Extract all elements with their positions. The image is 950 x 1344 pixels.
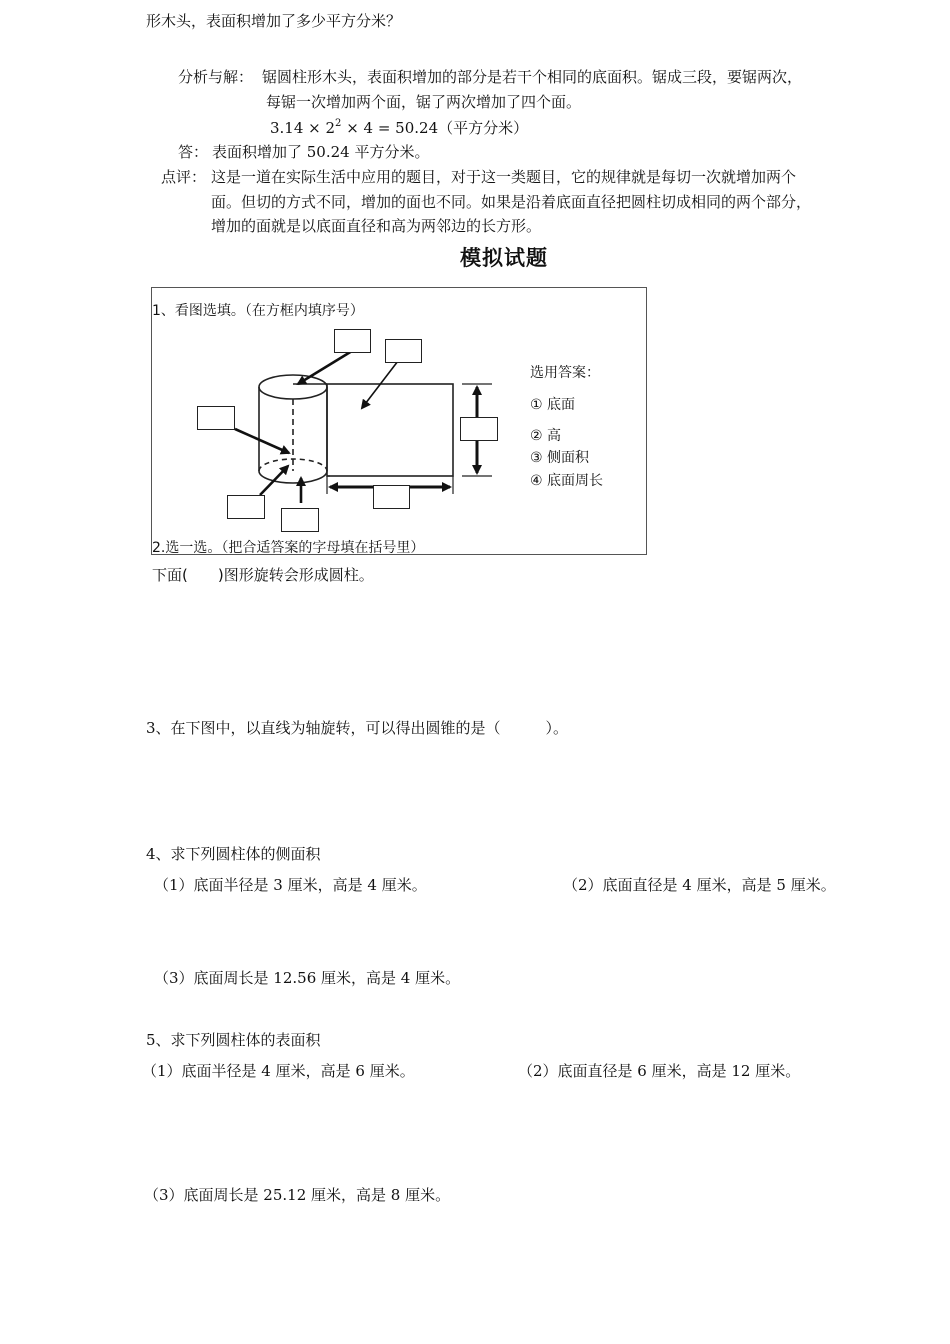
- lateral-rectangle: [327, 384, 453, 476]
- option-4: ④ 底面周长: [530, 473, 604, 489]
- option-2: ② 高: [530, 428, 562, 444]
- q4-title: 4、求下列圆柱体的侧面积: [146, 845, 321, 863]
- answer-box-lateral-area[interactable]: [385, 339, 422, 363]
- analysis-line-1: 锯圆柱形木头，表面积增加的部分是若干个相同的底面积。锯成三段，要锯两次，: [262, 68, 803, 86]
- q4-item-1: （1）底面半径是 3 厘米，高是 4 厘米。: [154, 876, 427, 894]
- q1-prompt: 1、看图选填。（在方框内填序号）: [152, 303, 364, 319]
- answer-box-rect-height[interactable]: [460, 417, 498, 441]
- analysis-label: 分析与解：: [178, 68, 254, 86]
- q2-prompt: 2.选一选。（把合适答案的字母填在括号里）: [152, 540, 425, 556]
- cylinder-shape: [259, 375, 327, 483]
- q3-text: 3、在下图中，以直线为轴旋转，可以得出圆锥的是（ ）。: [146, 719, 569, 737]
- comment-line-1: 这是一道在实际生活中应用的题目，对于这一类题目，它的规律就是每切一次就增加两个: [211, 168, 797, 186]
- formula-exponent: 2: [335, 118, 342, 129]
- q5-item-2: （2）底面直径是 6 厘米，高是 12 厘米。: [518, 1062, 801, 1080]
- answer-box-cylinder-height[interactable]: [197, 406, 235, 430]
- comment-line-2: 面。但切的方式不同，增加的面也不同。如果是沿着底面直径把圆柱切成相同的两个部分，: [211, 193, 812, 211]
- option-3: ③ 侧面积: [530, 450, 590, 466]
- section-title: 模拟试题: [460, 246, 548, 270]
- formula-part-b: × 4 = 50.24（平方分米）: [341, 119, 529, 137]
- q4-item-3: （3）底面周长是 12.56 厘米，高是 4 厘米。: [154, 969, 461, 987]
- analysis-line-2: 每锯一次增加两个面，锯了两次增加了四个面。: [266, 93, 582, 111]
- option-1: ① 底面: [530, 397, 576, 413]
- q5-item-1: （1）底面半径是 4 厘米，高是 6 厘米。: [142, 1062, 415, 1080]
- comment-line-3: 增加的面就是以底面直径和高为两邻边的长方形。: [211, 217, 542, 235]
- q2-text: 下面( )图形旋转会形成圆柱。: [152, 566, 374, 584]
- answer-box-rect-width[interactable]: [373, 485, 410, 509]
- q5-item-3: （3）底面周长是 25.12 厘米，高是 8 厘米。: [144, 1186, 451, 1204]
- q5-title: 5、求下列圆柱体的表面积: [146, 1031, 321, 1049]
- answer-box-bottom-base[interactable]: [281, 508, 319, 532]
- formula: [270, 117, 528, 138]
- q4-item-2: （2）底面直径是 4 厘米，高是 5 厘米。: [563, 876, 836, 894]
- formula-part-a: 3.14 × 2: [270, 119, 336, 137]
- intro-line: 形木头，表面积增加了多少平方分米？: [146, 12, 402, 30]
- answer-text: 表面积增加了 50.24 平方分米。: [212, 143, 430, 161]
- cylinder-figure: [151, 287, 647, 555]
- answer-box-bottom-left[interactable]: [227, 495, 265, 519]
- answer-box-top-base[interactable]: [334, 329, 371, 353]
- comment-label: 点评：: [161, 168, 207, 186]
- answer-label: 答：: [178, 143, 209, 161]
- options-title: 选用答案：: [530, 365, 600, 381]
